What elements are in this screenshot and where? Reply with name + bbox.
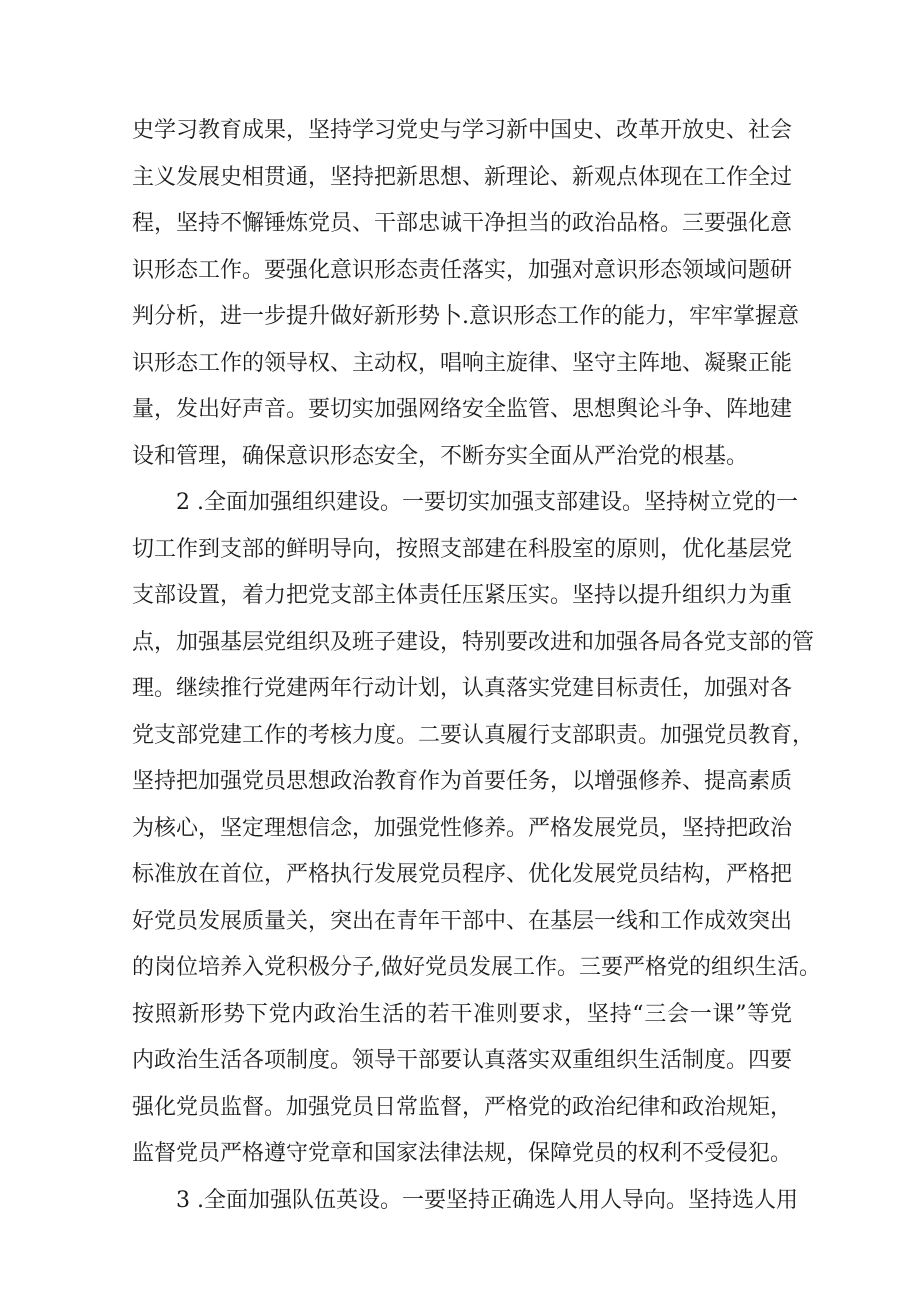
text-line: 党支部党建工作的考核力度。二要认真履行支部职责。加强党员教育， [132, 723, 815, 748]
text-line: 判分析，进一步提升做好新形势卜.意识形态工作的能力，牢牢掌握意 [132, 304, 799, 329]
text-line: 量，发出好声音。要切实加强网络安全监管、思想舆论斗争、阵地建 [132, 397, 793, 422]
text-line: 2 .全面加强组织建设。一要切实加强支部建设。坚持树立党的一 [176, 490, 798, 515]
text-line: 设和管理，确保意识形态安全，不断夯实全面从严治党的根基。 [132, 444, 749, 469]
text-line: 坚持把加强党员思想政治教育作为首要任务，以增强修养、提高素质 [132, 769, 793, 794]
text-line: 识形态工作。要强化意识形态责任落实，加强对意识形态领域问题研 [132, 258, 793, 283]
text-line: 好党员发展质量关，突出在青年干部中、在基层一线和工作成效突出 [132, 909, 793, 934]
text-line: 理。继续推行党建两年行动计划，认真落实党建目标责任，加强对各 [132, 676, 793, 701]
text-line: 按照新形势下党内政治生活的若干准则要求，坚持“三会一课”等党 [132, 1002, 792, 1027]
text-line: 内政治生活各项制度。领导干部要认真落实双重组织生活制度。四要 [132, 1048, 793, 1073]
text-line: 主义发展史相贯通，坚持把新思想、新理论、新观点体现在工作全过 [132, 165, 793, 190]
text-line: 为核心，坚定理想信念，加强党性修养。严格发展党员，坚持把政治 [132, 816, 793, 841]
text-line: 程，坚持不懈锤炼党员、干部忠诚干净担当的政治品格。三要强化意 [132, 211, 793, 236]
text-line: 支部设置，着力把党支部主体责任压紧压实。坚持以提升组织力为重 [132, 583, 793, 608]
text-line: 切工作到支部的鲜明导向，按照支部建在科股室的原则，优化基层党 [132, 537, 793, 562]
text-line: 强化党员监督。加强党员日常监督，严格党的政治纪律和政治规矩， [132, 1095, 793, 1120]
text-line: 3 .全面加强队伍英设。一要坚持正确选人用人导向。坚持选人用 [176, 1188, 798, 1213]
text-line: 监督党员严格遵守党章和国家法律法规，保障党员的权利不受侵犯。 [132, 1141, 793, 1166]
text-line: 点，加强基层党组织及班子建设，特别要改进和加强各局各党支部的管 [132, 630, 815, 655]
text-line: 史学习教育成果，坚持学习党史与学习新中国史、改革开放史、社会 [132, 118, 793, 143]
text-line: 识形态工作的领导权、主动权，唱响主旋律、坚守主阵地、凝聚正能 [132, 351, 793, 376]
text-line: 的岗位培养入党积极分子,做好党员发展工作。三要严格党的组织生活。 [132, 955, 821, 980]
text-line: 标准放在首位，严格执行发展党员程序、优化发展党员结构，严格把 [132, 862, 793, 887]
